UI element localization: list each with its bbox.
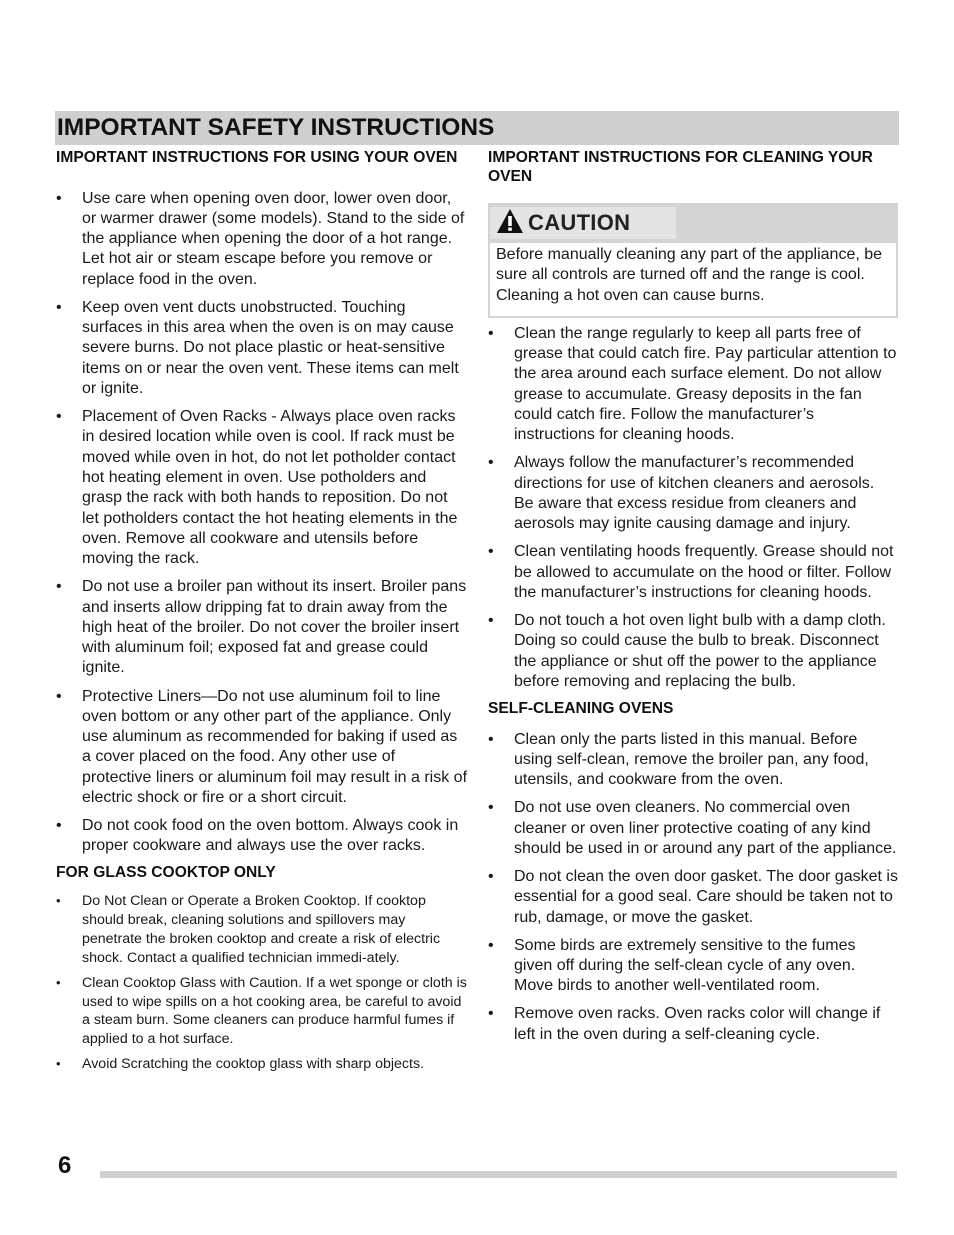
cleaning-oven-heading: IMPORTANT INSTRUCTIONS FOR CLEANING YOUR OVEN	[488, 149, 873, 185]
caution-header	[490, 207, 676, 239]
warning-triangle-icon	[496, 208, 524, 239]
list-item: • Use care when opening oven door, lower oven door, or warmer drawer (some models). Stand to the side of the appliance when opening the door of a hot range. Let hot air or steam escape before you remove or replace food in the oven.	[56, 189, 468, 290]
list-item: • Some birds are extremely sensitive to the fumes given off during the self-clean cycle of any oven. Move birds to another well-ventilated room.	[488, 936, 898, 997]
glass-cooktop-list	[56, 892, 468, 1074]
caution-label: CAUTION	[528, 210, 631, 235]
page-title: IMPORTANT SAFETY INSTRUCTIONS	[57, 114, 495, 141]
caution-text: Before manually cleaning any part of the appliance, be sure all controls are turned off and the range is cool. Cleaning a hot oven can cause burns.	[490, 243, 896, 316]
list-item: • Remove oven racks. Oven racks color will change if left in the oven during a self-cleaning cycle.	[488, 1004, 898, 1045]
caution-box	[488, 203, 898, 318]
list-item: • Do not clean the oven door gasket. The door gasket is essential for a good seal. Care should be taken not to rub, damage, or move the gasket.	[488, 867, 898, 928]
list-item: • Do not use oven cleaners. No commercial oven cleaner or oven liner protective coating of any kind should be used in or around any part of the appliance.	[488, 798, 898, 859]
list-item: • Clean ventilating hoods frequently. Grease should not be allowed to accumulate on the hood or filter. Follow the manufacturer’s instructions for cleaning hoods.	[488, 542, 898, 603]
self-cleaning-list	[488, 730, 898, 1045]
list-item: • Do not cook food on the oven bottom. Always cook in proper cookware and always use the over racks.	[56, 816, 468, 857]
list-item: • Always follow the manufacturer’s recommended directions for use of kitchen cleaners and aerosols. Be aware that excess residue from cleaners and aerosols may ignite causing damage and injury.	[488, 453, 898, 534]
using-oven-list	[56, 189, 468, 857]
list-item: • Clean Cooktop Glass with Caution. If a wet sponge or cloth is used to wipe spills on a hot cooking area, be careful to avoid a steam burn. Some cleaners can produce harmful fumes if applied to a hot surface.	[56, 974, 468, 1050]
list-item: • Do not touch a hot oven light bulb with a damp cloth. Doing so could cause the bulb to break. Disconnect the appliance or shut off the power to the appliance before removing and replacing the bulb.	[488, 611, 898, 692]
list-item: • Do not use a broiler pan without its insert. Broiler pans and inserts allow dripping fat to drain away from the high heat of the broiler. Do not cover the broiler insert with aluminum foil; exposed fat and grease could ignite.	[56, 577, 468, 678]
list-item: • Keep oven vent ducts unobstructed. Touching surfaces in this area when the oven is on may cause severe burns. Do not place plastic or heat-sensitive items on or near the oven vent. These items can melt or ignite.	[56, 298, 468, 399]
list-item: • Protective Liners—Do not use aluminum foil to line oven bottom or any other part of the appliance. Only use aluminum as recommended for baking if used as a cover placed on the food. Any other use of protective liners or aluminum foil may result in a risk of electric shock or fire or a short circuit.	[56, 687, 468, 809]
glass-cooktop-heading: FOR GLASS COOKTOP ONLY	[56, 864, 276, 882]
list-item: • Clean the range regularly to keep all parts free of grease that could catch fire. Pay particular attention to the area around each surface element. Do not allow grease to accumulate. Greasy deposits in the fan could catch fire. Follow the manufacturer’s instructions for cleaning hoods.	[488, 324, 898, 446]
title-bar	[55, 111, 899, 145]
list-item: • Clean only the parts listed in this manual. Before using self-clean, remove the broiler pan, any food, utensils, and cookware from the oven.	[488, 730, 898, 791]
list-item: • Placement of Oven Racks - Always place oven racks in desired location while oven is cool. If rack must be moved while oven in hot, do not let potholder contact hot heating element in oven. Use potholders and grasp the rack with both hands to reposition. Do not let potholders contact the hot heating elements in the oven. Remove all cookware and utensils before moving the rack.	[56, 407, 468, 569]
footer-rule	[100, 1171, 897, 1178]
list-item: • Avoid Scratching the cooktop glass with sharp objects.	[56, 1055, 468, 1074]
list-item: • Do Not Clean or Operate a Broken Cooktop. If cooktop should break, cleaning solutions and spillovers may penetrate the broken cooktop and create a risk of electric shock. Contact a qualified technician immedi-ately.	[56, 892, 468, 968]
right-column	[488, 149, 898, 1053]
page-number: 6	[58, 1152, 72, 1179]
self-cleaning-heading: SELF-CLEANING OVENS	[488, 700, 674, 718]
cleaning-list	[488, 324, 898, 692]
using-oven-heading: IMPORTANT INSTRUCTIONS FOR USING YOUR OVEN	[56, 149, 458, 166]
left-column	[56, 149, 468, 1080]
